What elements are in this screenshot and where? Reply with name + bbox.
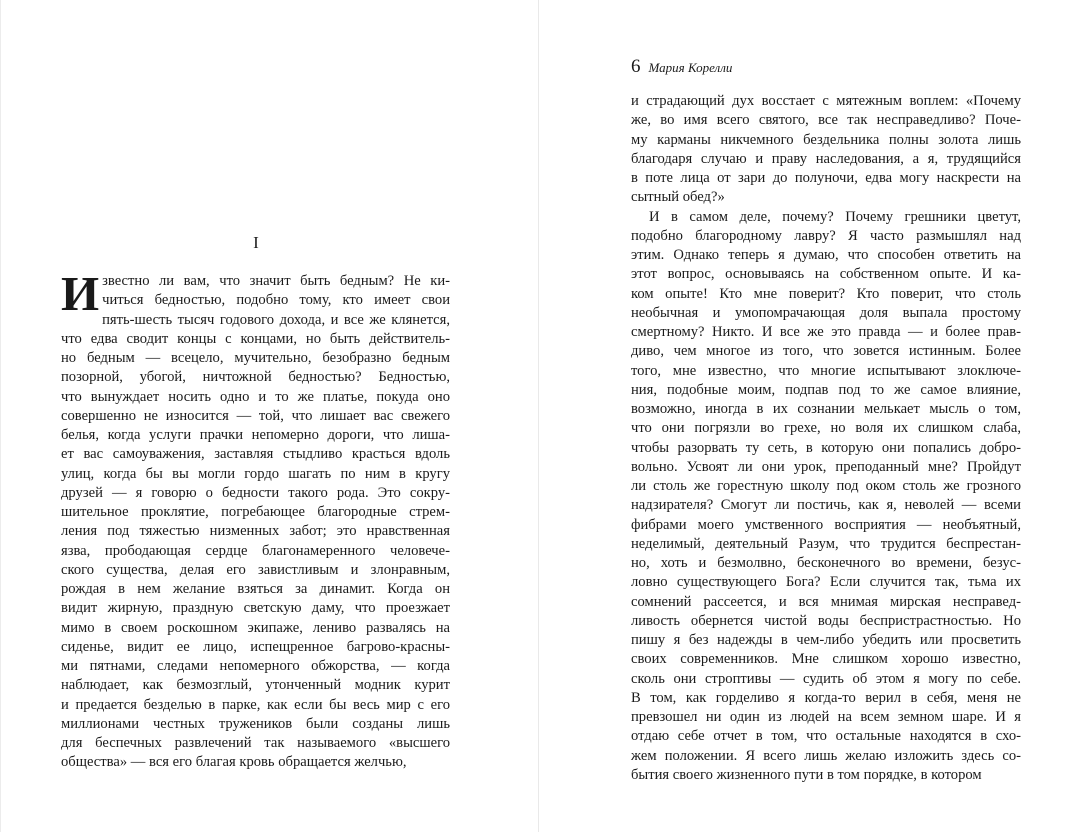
chapter-heading: I (253, 233, 259, 252)
text-line: миллионами честных тружеников были созданы лишь (61, 715, 450, 732)
text-line: улиц, когда бы вы могли гордо шагать по ним в кругу (61, 465, 450, 482)
text-line: совершенно не износится — той, что лишает вас свежего (61, 407, 450, 424)
text-line: ет вас самоуважения, заставляя стыдливо красться вдоль (61, 446, 450, 463)
text-line: чтобы разорвать ту сеть, в которую они попались добро- (631, 439, 1021, 456)
text-line: рождая в нем желание взяться за динамит. Когда он (61, 581, 450, 597)
text-line: для беспечных развлечений так называемого «высшего (61, 735, 450, 751)
text-line: общества» — вся его благая кровь обращается желчью, (61, 754, 407, 771)
text-line: этим. Однако теперь я думаю, что способен ответить на (631, 247, 1021, 263)
text-line: бытия своего жизненного пути в том порядке, в котором (631, 766, 982, 783)
text-line: друзей — я говорю о бедности такого рода. Это сокру- (61, 484, 450, 501)
text-line: благодаря случаю и праву наследования, а я, трудящийся (631, 150, 1021, 167)
text-line: ловно существующего Бога? Если случится так, тьма их (631, 574, 1021, 591)
text-line: что они погрязли во грехе, но воля их слишком слаба, (631, 420, 1021, 437)
text-line: но, хоть и безмолвно, бесконечного во времени, безус- (631, 555, 1021, 571)
paragraph (631, 208, 1021, 786)
text-line: необычная и умопомрачающая доля выпала простому (631, 304, 1021, 321)
text-line: и страдающий дух восстает с мятежным воплем: «Почему (631, 93, 1021, 109)
text-line: неделимый, деятельный Разум, что трудится беспрестан- (631, 535, 1021, 552)
text-line: позорной, убогой, ничтожной бедностью? Бедностью, (61, 369, 450, 386)
text-line: ления под тяжестью низменных забот; это нравственная (61, 523, 450, 540)
text-line: белья, когда услуги прачки непомерно дороги, что лиша- (61, 427, 450, 443)
text-line: ком опыте! Кто мне поверит? Кто поверит, что столь (631, 285, 1021, 302)
text-line: сколь они строптивы — судить об этом я могу по себе. (631, 670, 1021, 687)
text-line: в поте лица от зари до полуночи, едва могу наскрести на (631, 170, 1021, 186)
text-line: язва, прободающая сердце благонамеренного человече- (61, 542, 450, 559)
text-line: жем положении. Я всего лишь желаю изложить здесь со- (631, 747, 1021, 764)
text-line: вольно. Усвоят ли они урок, преподанный мне? Пройдут (631, 458, 1021, 475)
text-line: сомнений рассеется, и вся мнимая мирская несправед- (631, 593, 1021, 610)
page-number: 6 (631, 56, 641, 77)
text-line: же, во имя всего святого, все так несправедливо? Поче- (631, 112, 1021, 129)
text-line: звестно ли вам, что значит быть бедным? Не ки- (102, 273, 450, 289)
text-line: наблюдает, как безмозглый, утонченный модник курит (61, 677, 450, 694)
text-line: диво, чем многое из того, что зовется истинным. Более (631, 343, 1021, 360)
text-line: что едва сводит концы с концами, но быть действитель- (61, 330, 450, 347)
text-line: ли столь же горестную школу под оком столь же грозного (631, 478, 1021, 494)
running-head-author: Мария Корелли (648, 60, 733, 75)
text-line: му карманы никчемного бездельника полны золота лишь (631, 131, 1021, 148)
text-line: В том, как горделиво я когда-то верил в себя, меня не (631, 689, 1021, 706)
text-line: ния, подобные моим, подпав под то же самое влияние, (631, 381, 1021, 398)
text-line: но бедным — всецело, мучительно, безобразно бедным (61, 350, 450, 366)
text-line: читься бедностью, подобно тому, кто имеет свои (102, 292, 450, 309)
text-line: сиденье, видит ее лицо, испещренное багрово-красны- (61, 638, 450, 655)
text-line: превзошел ни один из людей на всем земном шаре. И я (631, 709, 1021, 725)
text-line: и предается безделью в парке, как если бы весь мир с его (61, 696, 450, 713)
text-line: пишу я без надежды в чем-либо убедить или просветить (631, 632, 1021, 648)
text-line: шительное проклятие, погребающее благородные стрем- (61, 504, 450, 520)
text-line: возможно, иногда в их сознании мелькает мысль о том, (631, 401, 1021, 417)
running-head (631, 56, 732, 78)
text-line: этот вопрос, основываясь на собственном опыте. И ка- (631, 266, 1021, 283)
right-page-body (631, 92, 1021, 785)
drop-cap: И (61, 266, 100, 321)
text-line: ского существа, делая его завистливым и злонравным, (61, 561, 450, 578)
text-line: ми пятнами, следами непомерного обжорства, — когда (61, 658, 450, 674)
text-line: ливость обернется чистой воды беспристрастностью. Но (631, 612, 1021, 629)
text-line: подобно благородному лавру? Я часто размышлял над (631, 227, 1021, 244)
text-line: того, мне известно, что многие испытывают злоключе- (631, 362, 1021, 379)
text-line: что вынуждает носить одно и то же платье, покуда оно (61, 388, 450, 405)
text-line: И в самом деле, почему? Почему грешники цветут, (649, 208, 1021, 225)
text-line: смертному? Никто. И все же это правда — и более прав- (631, 324, 1021, 340)
text-line: сытный обед?» (631, 189, 725, 206)
text-line: пять-шесть тысяч годового дохода, и все же клянется, (102, 311, 450, 328)
paragraph (631, 92, 1021, 208)
text-line: надзирателя? Смогут ли постичь, как я, неволей — всеми (631, 497, 1021, 514)
text-line: отдаю себе отчет в том, что остальные находятся в схо- (631, 728, 1021, 745)
text-line: видит жирную, праздную светскую даму, что проезжает (61, 600, 450, 617)
text-line: мимо в своем роскошном экипаже, лениво развалясь на (61, 619, 450, 636)
text-line: своих современников. Мне слишком хорошо известно, (631, 651, 1021, 668)
text-line: фибрами моего умственного восприятия — необъятный, (631, 516, 1021, 533)
left-page-body (61, 266, 450, 773)
